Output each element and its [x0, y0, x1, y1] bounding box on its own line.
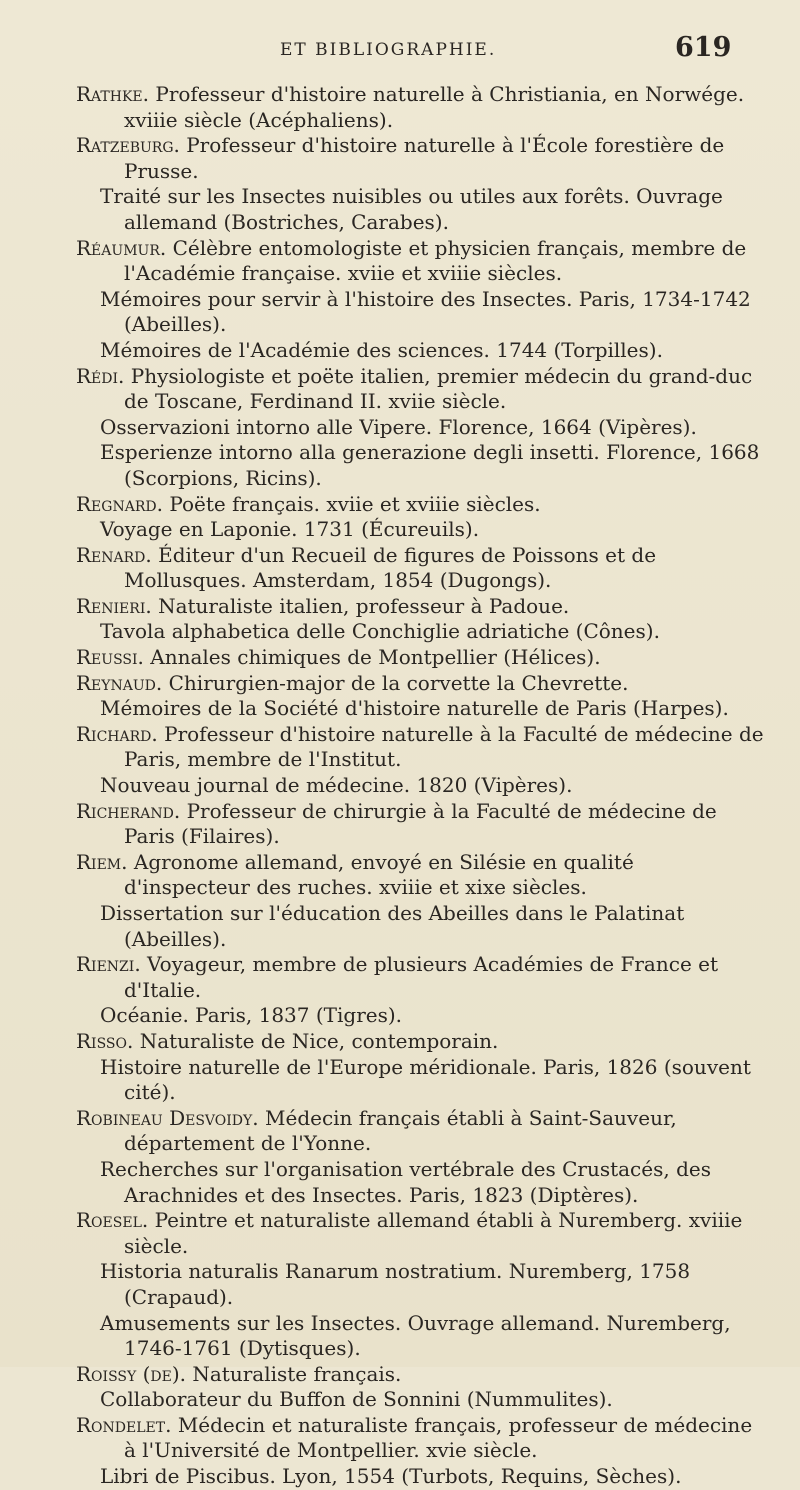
entry-author: Roesel. — [76, 1208, 149, 1233]
entry-description: Médecin et naturaliste français, professeur de médecine à l'Université de Montpellier. xvie siècle. — [124, 1412, 753, 1463]
entry-work: Mémoires pour servir à l'histoire des Insectes. Paris, 1734-1742 (Abeilles). — [100, 286, 751, 337]
entry-author: Rédi. — [76, 363, 125, 388]
entry-heading — [76, 850, 766, 901]
entry-heading — [76, 952, 766, 1003]
entry-heading — [76, 1106, 766, 1157]
bibliography-entry — [76, 850, 766, 952]
bibliography-entries — [76, 82, 766, 1490]
bibliography-entry — [76, 645, 766, 671]
entry-description: Chirurgien-major de la corvette la Chevrette. — [168, 670, 629, 695]
bibliography-entry — [76, 722, 766, 799]
entry-work: Amusements sur les Insectes. Ouvrage allemand. Nuremberg, 1746-1761 (Dytisques). — [100, 1310, 731, 1361]
entry-author: Reussi. — [76, 645, 144, 670]
entry-work: Nouveau journal de médecine. 1820 (Vipères). — [100, 773, 573, 798]
page-number: 619 — [675, 32, 732, 63]
entry-description: Professeur d'histoire naturelle à l'École forestière de Prusse. — [124, 133, 725, 183]
page-header — [0, 32, 800, 62]
entry-author: Rathke. — [76, 82, 149, 106]
entry-heading — [76, 1029, 766, 1055]
entry-description: Agronome allemand, envoyé en Silésie en qualité d'inspecteur des ruches. xviiie et xixe siècles. — [124, 849, 634, 900]
entry-heading — [76, 722, 766, 773]
entry-description: Médecin français établi à Saint-Sauveur, département de l'Yonne. — [124, 1105, 677, 1156]
bibliography-entry — [76, 1362, 766, 1413]
bibliography-entry — [76, 364, 766, 492]
entry-work: Voyage en Laponie. 1731 (Écureuils). — [100, 517, 480, 542]
entry-heading — [76, 645, 766, 671]
entry-work: Dissertation sur l'éducation des Abeilles dans le Palatinat (Abeilles). — [100, 901, 685, 951]
entry-work: Esperienze intorno alla generazione degli insetti. Florence, 1668 (Scorpions, Ricins). — [100, 440, 760, 490]
entry-description: Éditeur d'un Recueil de figures de Poissons et de Mollusques. Amsterdam, 1854 (Dugongs). — [124, 542, 657, 593]
entry-heading — [76, 1362, 766, 1388]
entry-work: Recherches sur l'organisation vertébrale des Crustacés, des Arachnides et des Insectes. Paris, 1823 (Diptères). — [100, 1156, 711, 1207]
bibliography-entry — [76, 799, 766, 850]
entry-heading — [76, 492, 766, 518]
entry-description: Naturaliste italien, professeur à Padoue. — [158, 593, 570, 618]
entry-description: Annales chimiques de Montpellier (Hélices). — [150, 645, 601, 670]
entry-author: Richerand. — [76, 798, 181, 823]
entry-author: Réaumur. — [76, 235, 167, 260]
entry-heading — [76, 364, 766, 415]
entry-work: Historia naturalis Ranarum nostratium. Nuremberg, 1758 (Crapaud). — [100, 1259, 691, 1309]
entry-description: Professeur d'histoire naturelle à Christiania, en Norwége. xviiie siècle (Acéphaliens). — [124, 82, 745, 132]
entry-description: Voyageur, membre de plusieurs Académies de France et d'Italie. — [124, 952, 719, 1002]
running-head: ET BIBLIOGRAPHIE. — [280, 40, 497, 60]
entry-heading — [76, 594, 766, 620]
bibliography-entry — [76, 594, 766, 645]
entry-heading — [76, 82, 766, 133]
entry-work: Libri de Piscibus. Lyon, 1554 (Turbots, Requins, Sèches). — [100, 1464, 682, 1489]
entry-work: Osservazioni intorno alle Vipere. Florence, 1664 (Vipères). — [100, 414, 697, 439]
bibliography-entry — [76, 1106, 766, 1208]
entry-work: Collaborateur du Buffon de Sonnini (Nummulites). — [100, 1387, 613, 1412]
entry-description: Célèbre entomologiste et physicien français, membre de l'Académie française. xviie et xviiie siècles. — [124, 235, 747, 286]
entry-description: Professeur de chirurgie à la Faculté de médecine de Paris (Filaires). — [124, 798, 717, 849]
bibliography-entry — [76, 952, 766, 1029]
entry-author: Robineau Desvoidy. — [76, 1105, 259, 1130]
entry-heading — [76, 671, 766, 697]
entry-work: Traité sur les Insectes nuisibles ou utiles aux forêts. Ouvrage allemand (Bostriches, Carabes). — [100, 184, 723, 234]
entry-work: Océanie. Paris, 1837 (Tigres). — [100, 1003, 403, 1028]
entry-author: Riem. — [76, 849, 128, 874]
entry-author: Rondelet. — [76, 1412, 172, 1437]
entry-heading — [76, 543, 766, 594]
entry-author: Renieri. — [76, 593, 152, 618]
bibliography-entry — [76, 492, 766, 543]
entry-author: Renard. — [76, 542, 152, 567]
entry-description: Peintre et naturaliste allemand établi à Nuremberg. xviiie siècle. — [124, 1208, 743, 1258]
entry-description: Poëte français. xviie et xviiie siècles. — [169, 491, 541, 516]
entry-author: Reynaud. — [76, 670, 163, 695]
entry-description: Naturaliste de Nice, contemporain. — [139, 1028, 499, 1053]
bibliography-entry — [76, 236, 766, 364]
entry-author: Rienzi. — [76, 952, 141, 977]
entry-heading — [76, 799, 766, 850]
entry-author: Richard. — [76, 721, 158, 746]
entry-description: Professeur d'histoire naturelle à la Faculté de médecine de Paris, membre de l'Institut. — [124, 721, 764, 772]
entry-heading — [76, 236, 766, 287]
entry-heading — [76, 133, 766, 184]
entry-work: Histoire naturelle de l'Europe méridionale. Paris, 1826 (souvent cité). — [100, 1054, 751, 1105]
entry-description: Physiologiste et poëte italien, premier médecin du grand-duc de Toscane, Ferdinand II. xviie siècle. — [124, 363, 753, 414]
entry-heading — [76, 1413, 766, 1464]
bibliography-entry — [76, 1208, 766, 1362]
entry-author: Roissy (de). — [76, 1361, 187, 1386]
bibliography-entry — [76, 82, 766, 133]
entry-work: Mémoires de la Société d'histoire naturelle de Paris (Harpes). — [100, 696, 729, 721]
bibliography-entry — [76, 1029, 766, 1106]
entry-work: Tavola alphabetica delle Conchiglie adriatiche (Cônes). — [100, 619, 660, 644]
bibliography-entry — [76, 133, 766, 235]
entry-work: Mémoires de l'Académie des sciences. 1744 (Torpilles). — [100, 337, 663, 362]
bibliography-entry — [76, 1413, 766, 1490]
entry-author: Risso. — [76, 1028, 134, 1053]
bibliography-entry — [76, 543, 766, 594]
entry-heading — [76, 1208, 766, 1259]
bibliography-entry — [76, 671, 766, 722]
entry-description: Naturaliste français. — [192, 1361, 402, 1386]
entry-author: Regnard. — [76, 491, 163, 516]
entry-author: Ratzeburg. — [76, 133, 180, 158]
